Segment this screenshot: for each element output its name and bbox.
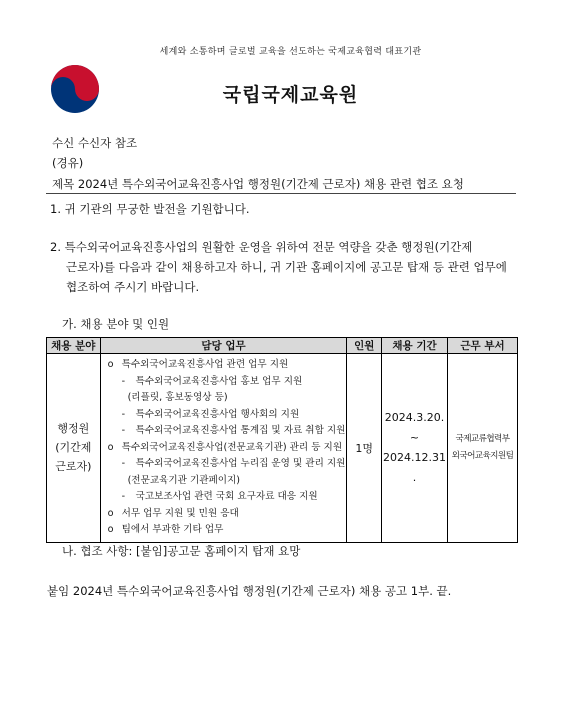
duty-text: 특수외국어교육진흥사업 통계집 및 자료 취합 지원 [135, 425, 346, 436]
field-cell [47, 354, 101, 543]
dept-text: 국제교류협력부 [455, 433, 510, 444]
duty-text: 특수외국어교육진흥사업 홍보 업무 지원 [135, 375, 303, 387]
body-item-2 [50, 237, 507, 297]
body-item-1: 1. 귀 기관의 무궁한 발전을 기원합니다. [50, 202, 250, 216]
body-item-2-line1: 2. 특수외국어교육진흥사업의 원활한 운영을 위하여 전문 역량을 갖춘 행정원(기간제 [50, 240, 473, 254]
duty-text: 특수외국어교육진흥사업(전문교육기관) 관리 등 지원 [121, 441, 343, 453]
duty-item [108, 522, 346, 539]
dept-cell [447, 354, 517, 543]
duty-text: 서무 업무 지원 및 민원 응대 [121, 507, 239, 519]
duty-item [108, 456, 346, 473]
duty-item [108, 407, 346, 424]
duty-item [108, 423, 346, 440]
duties-list [102, 355, 346, 541]
duty-item [108, 440, 346, 457]
field-text: (기간제 [55, 441, 92, 455]
duty-marker: o [107, 441, 114, 453]
header-slogan: 세계와 소통하며 글로벌 교육을 선도하는 국제교육협력 대표기관 [159, 47, 422, 57]
body-item-2-line3: 협조하여 주시기 바랍니다. [66, 280, 200, 294]
duty-marker: o [107, 524, 114, 535]
org-name: 국립국제교육원 [222, 84, 359, 106]
recipient-line: 수신 수신자 참조 [52, 136, 138, 150]
attachment-line: 붙임 2024년 특수외국어교육진흥사업 행정원(기간제 근로자) 채용 공고 1부. 끝. [47, 584, 452, 598]
table-header-cell: 채용 분야 [47, 338, 101, 354]
duty-text: (전문교육기관 기관페이지) [127, 474, 241, 486]
via-line: (경유) [52, 156, 84, 170]
duty-marker: - [121, 458, 126, 469]
field-text: 행정원 [57, 422, 90, 436]
duty-text: 특수외국어교육진흥사업 행사회의 지원 [135, 408, 300, 420]
dept-text: 외국어교육지원팀 [451, 450, 514, 461]
body-item-2-line2: 근로자)를 다음과 같이 채용하고자 하니, 귀 기관 홈페이지에 공고문 탑재 등 관련 업무에 [66, 260, 507, 274]
table-header-cell: 인원 [347, 338, 382, 354]
duty-item [108, 473, 346, 490]
duty-text: (리플릿, 홍보동영상 등) [127, 392, 228, 403]
duty-marker: - [121, 425, 126, 436]
duty-text: 특수외국어교육진흥사업 관련 업무 지원 [121, 359, 289, 370]
recruitment-table [46, 337, 518, 543]
period-cell [382, 354, 448, 543]
duty-marker: - [121, 491, 126, 502]
duty-marker: - [121, 375, 126, 387]
duty-item [108, 390, 346, 407]
period-tilde: ~ [409, 430, 420, 444]
headcount-cell: 1명 [347, 354, 382, 543]
period-dot: . [412, 470, 417, 484]
table-header-cell: 채용 기간 [382, 338, 448, 354]
duty-item [108, 489, 346, 506]
duty-item [108, 374, 346, 391]
table-header-cell: 담당 업무 [100, 338, 347, 354]
duty-marker: - [121, 408, 126, 420]
subject-divider [46, 193, 516, 194]
period-end: 2024.12.31 [383, 450, 446, 464]
duty-text: 팀에서 부과한 기타 업무 [121, 524, 224, 535]
table-row [47, 354, 518, 543]
subject-line: 제목 2024년 특수외국어교육진흥사업 행정원(기간제 근로자) 채용 관련 협조 요청 [52, 177, 464, 191]
duty-text: 특수외국어교육진흥사업 누리집 운영 및 관리 지원 [135, 458, 346, 469]
subsection-a: 가. 채용 분야 및 인원 [62, 317, 170, 331]
duty-marker: o [107, 359, 114, 370]
duty-item [108, 506, 346, 523]
table-header-cell: 근무 부서 [447, 338, 517, 354]
table-header-row [47, 338, 518, 354]
field-text: 근로자) [55, 460, 92, 474]
subsection-b: 나. 협조 사항: [붙임]공고문 홈페이지 탑재 요망 [62, 544, 301, 558]
duty-marker: o [107, 507, 114, 519]
duty-text: 국고보조사업 관련 국회 요구자료 대응 지원 [135, 491, 318, 502]
duty-item [108, 357, 346, 374]
period-start: 2024.3.20. [384, 410, 445, 424]
duties-cell [100, 354, 347, 543]
